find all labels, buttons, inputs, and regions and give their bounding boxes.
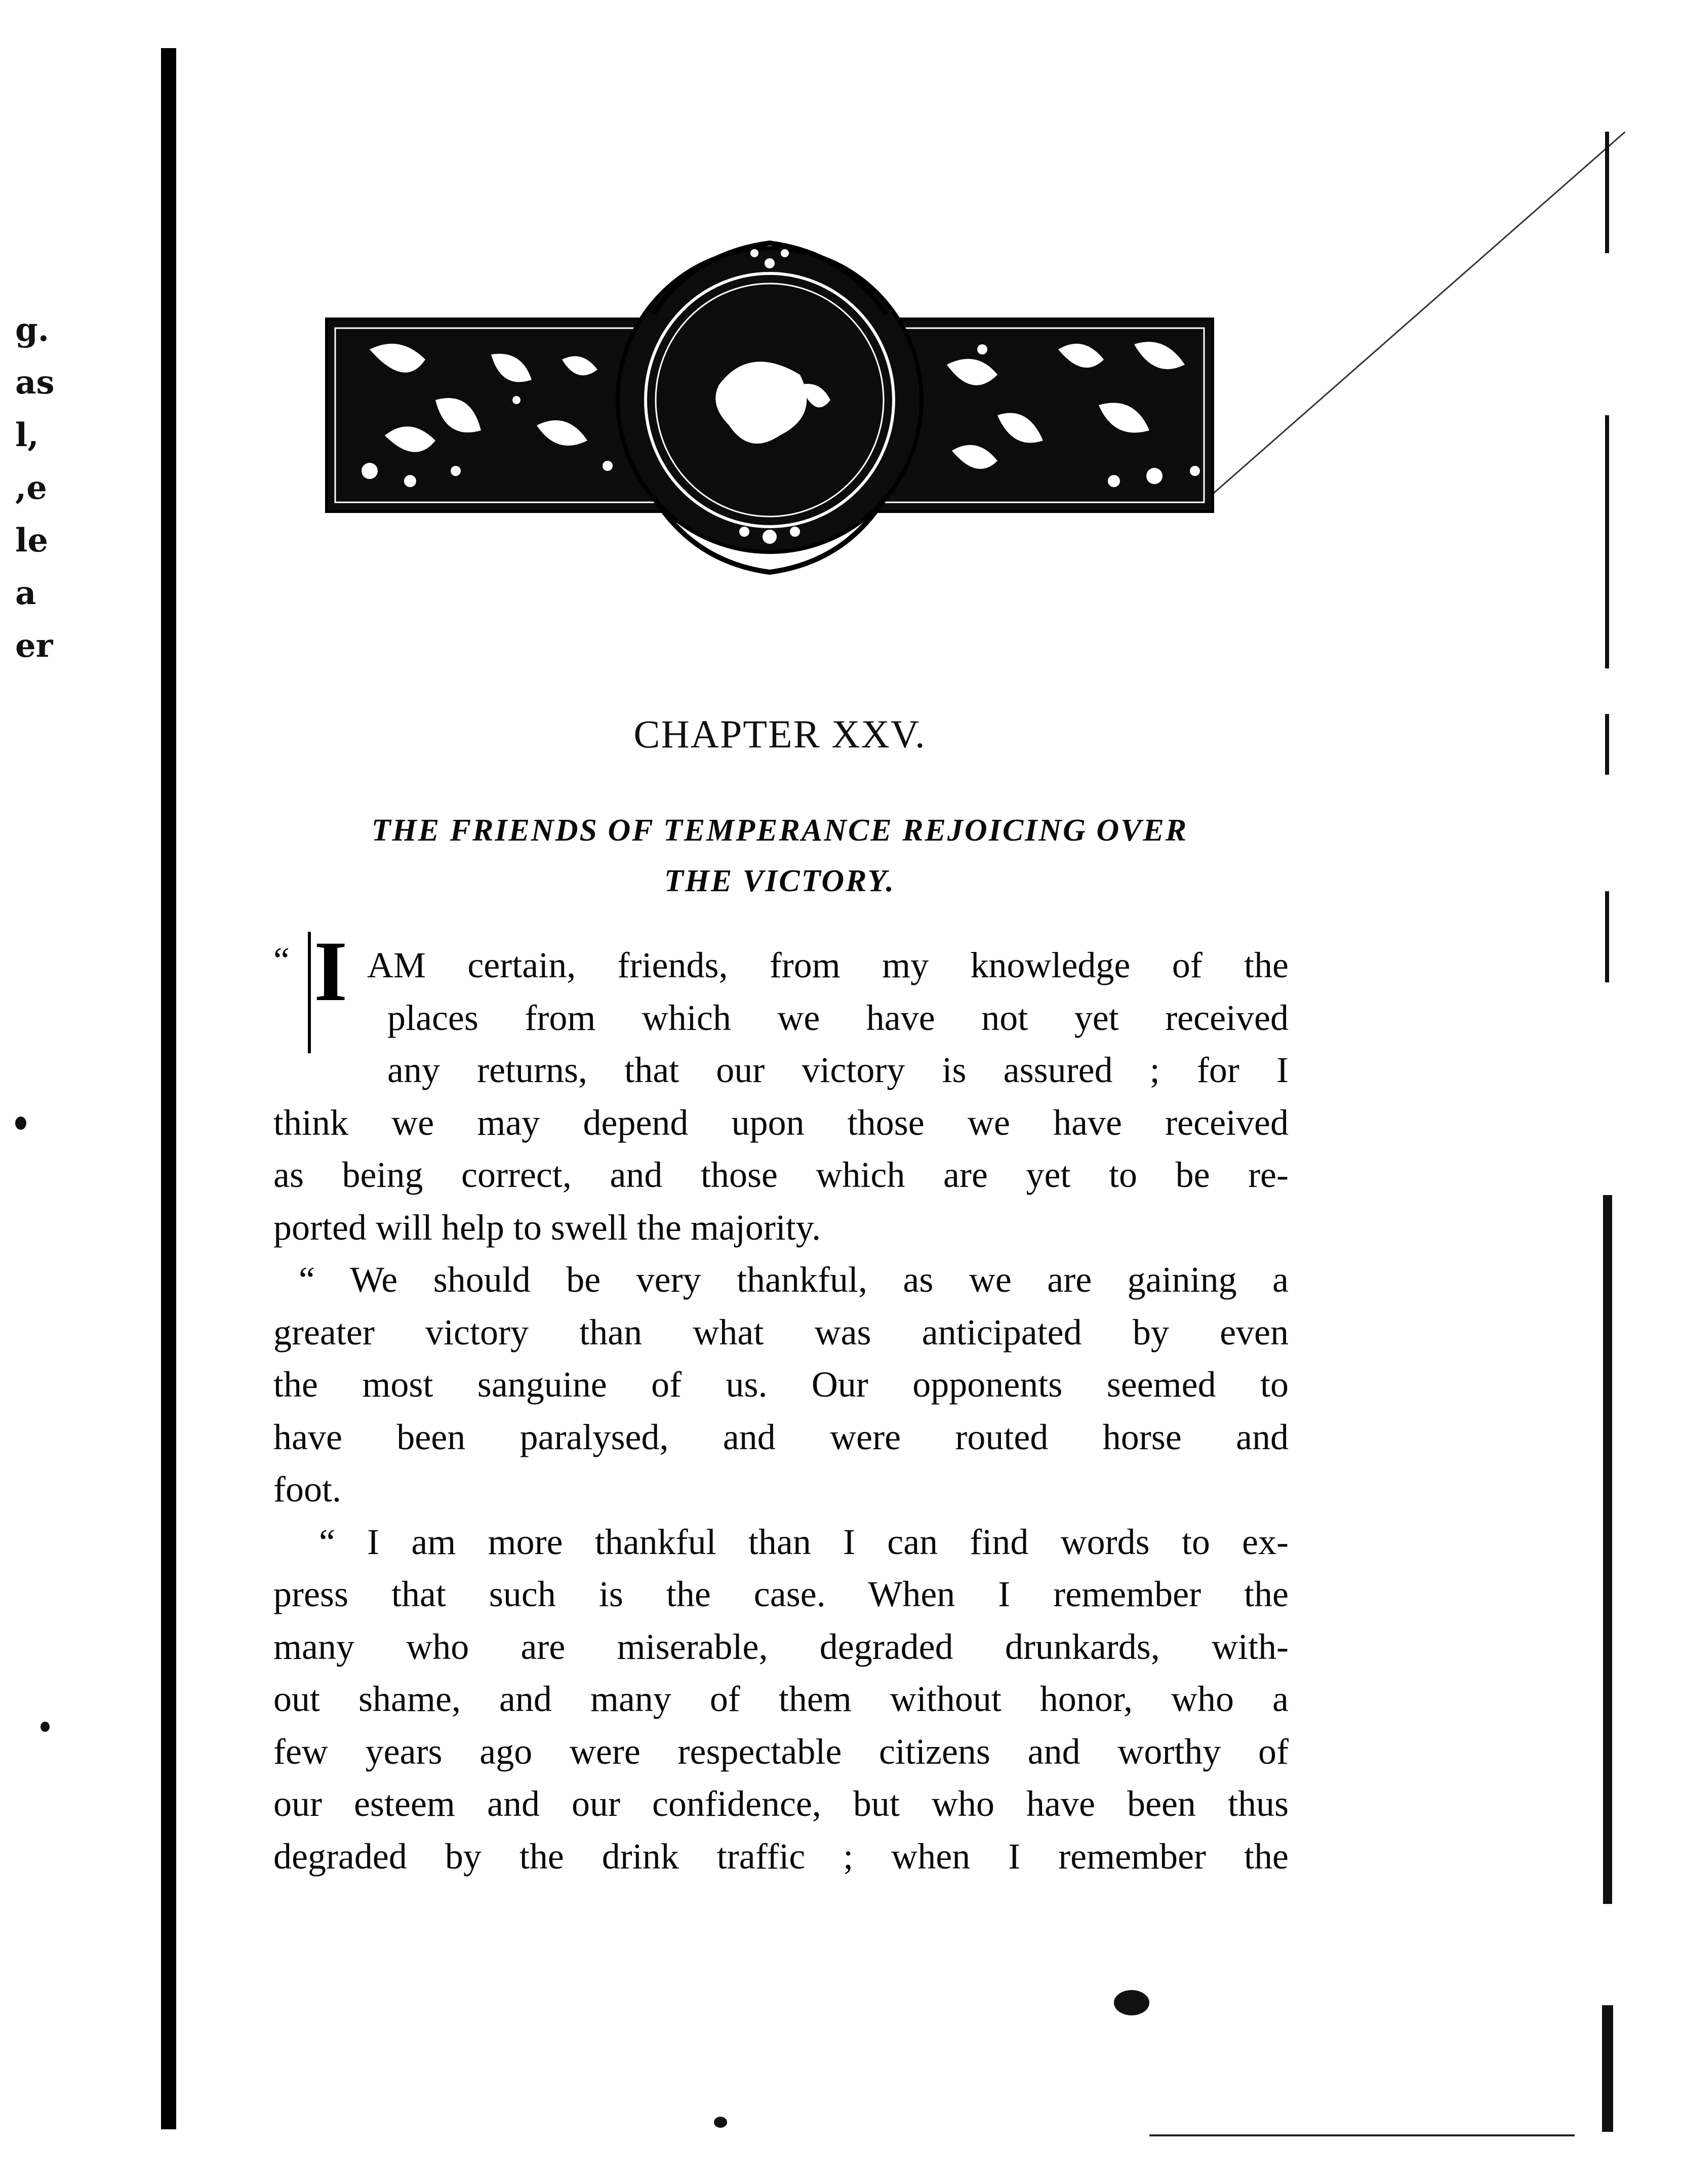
text-line: think we may depend upon those we have received <box>273 1102 1289 1143</box>
drop-cap-letter: I <box>314 929 348 1019</box>
text-line: many who are miserable, degraded drunkards, with- <box>273 1626 1289 1667</box>
text-line: have been paralysed, and were routed horse and <box>273 1416 1289 1457</box>
text-line: foot. <box>273 1469 341 1510</box>
ink-speck <box>714 2117 727 2128</box>
text-line: “ I am more thankful than I can find words to ex- <box>319 1521 1289 1562</box>
chapter-subtitle-line: THE FRIENDS OF TEMPERANCE REJOICING OVER <box>371 813 1188 848</box>
facing-text-line: le <box>15 522 49 560</box>
chapter-subtitle-line: THE VICTORY. <box>664 864 896 898</box>
facing-text-line: er <box>15 627 53 665</box>
text-line: ported will help to swell the majority. <box>273 1207 821 1248</box>
facing-text-line: a <box>15 574 36 612</box>
text-line: as being correct, and those which are yet to be re- <box>273 1155 1289 1195</box>
text-line: press that such is the case. When I remember the <box>273 1574 1289 1614</box>
ink-speck <box>41 1722 50 1732</box>
text-line: few years ago were respectable citizens and worthy of <box>273 1731 1289 1772</box>
facing-text-line: as <box>15 364 55 402</box>
ink-speck <box>15 1117 26 1130</box>
chapter-subtitle <box>273 805 1286 906</box>
text-line: greater victory than what was anticipated by even <box>273 1312 1289 1353</box>
text-line: places from which we have not yet received <box>387 997 1289 1038</box>
binding-gutter-shadow <box>161 48 176 2129</box>
text-line: “ We should be very thankful, as we are gaining a <box>299 1259 1289 1300</box>
facing-text-line: l, <box>15 416 39 454</box>
facing-text-line: ,e <box>15 469 47 507</box>
text-line: degraded by the drink traffic ; when I remember the <box>273 1836 1289 1877</box>
chapter-number-heading: CHAPTER XXV. <box>633 712 926 756</box>
text-line: any returns, that our victory is assured ; for I <box>387 1050 1289 1090</box>
text-line: out shame, and many of them without honor, who a <box>273 1679 1289 1719</box>
facing-text-line: g. <box>15 311 50 349</box>
text-line: our esteem and our confidence, but who have been thus <box>273 1783 1289 1824</box>
bottom-edge-rule <box>1149 2134 1575 2136</box>
opening-quote-mark: “ <box>273 940 290 980</box>
facing-page-fragment <box>15 304 66 672</box>
ink-speck <box>1114 1990 1149 2015</box>
ornamental-headpiece <box>324 233 1215 587</box>
body-text <box>273 939 1289 1883</box>
text-line: the most sanguine of us. Our opponents seemed to <box>273 1364 1289 1405</box>
text-line: AM certain, friends, from my knowledge of the <box>367 945 1289 985</box>
scan-crease-line <box>1210 132 1625 496</box>
right-page-edge <box>1605 132 1610 2132</box>
